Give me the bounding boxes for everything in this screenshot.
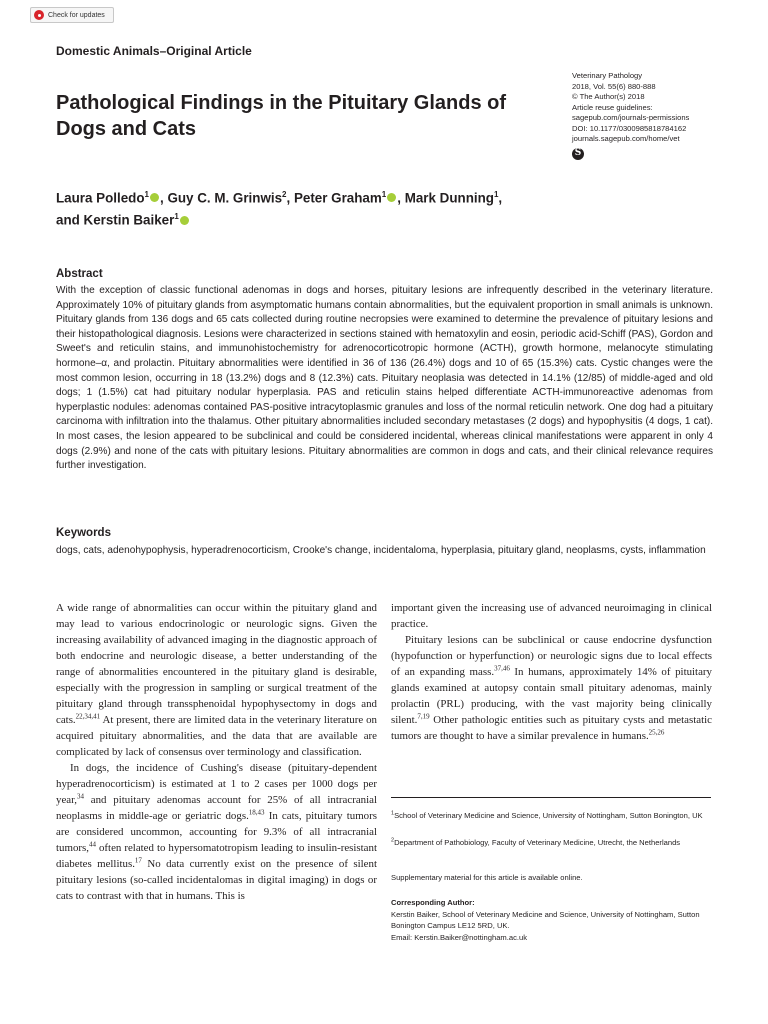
check-for-updates-badge[interactable] [30,7,114,23]
citation-ref[interactable]: 34 [77,792,85,801]
body-text: In dogs, the incidence of Cushing's disease (pituitary-dependent hyperadrenocorticism) is estimated at 1 to 2 cases per 1000 dogs per year, [56,762,377,806]
body-text: A wide range of abnormalities can occur within the pituitary gland and may lead to various endocrinologic or neurologic signs. Given the increasing availability of advanced imaging in the diagnostic approach of both endocrine and neurologic disease, a better understanding of the range of abnormalities encountered in the pituitary gland is desirable, especially with the progression in sampling or surgical treatment of the pituitary gland through transsphenoidal hypophysectomy in dogs and cats. [56,602,377,726]
citation-ref[interactable]: 25,26 [648,728,665,737]
author-list [56,185,516,230]
body-paragraph [56,600,377,760]
body-text: In humans, approximately 14% of pituitary glands examined at autopsy contain small pituitary adenomas, mainly prolactin (PRL) producing, with the vast majority being clinically silent. [391,666,712,726]
body-text: often related to hypersomatotropism leading to insulin-resistant diabetes mellitus. [56,842,377,870]
journal-info [572,71,732,160]
author-separator: , and [56,190,503,228]
author-affiliation-number: 2 [282,190,287,199]
body-column-left [56,600,377,904]
body-column-right [391,600,712,744]
body-text: Pituitary lesions can be subclinical or cause endocrine dysfunction (hypofunction or hyperfunction) or neurologic signs due to local effects of an expanding mass. [391,634,712,678]
affiliation-2-text: Department of Pathobiology, Faculty of Veterinary Medicine, Utrecht, the Netherlands [394,838,681,847]
body-paragraph [391,632,712,744]
affiliation-1-number: 1 [391,810,395,817]
doi[interactable]: DOI: 10.1177/0300985818784162 [572,123,687,133]
citation-ref[interactable]: 37,46 [494,664,510,673]
orcid-icon[interactable] [180,216,189,225]
journal-name: Veterinary Pathology [572,71,643,80]
body-text: and pituitary adenomas account for 25% of all intracranial neoplasms in middle-age or geriatric dogs. [56,794,377,822]
footnote-divider [391,797,711,798]
sage-logo-icon: S [572,148,584,160]
supplementary-note: Supplementary material for this article is available online. [391,873,583,882]
reuse-label: Article reuse guidelines: [572,102,653,112]
reuse-link[interactable]: sagepub.com/journals-permissions [572,113,690,122]
author-affiliation-number: 1 [144,190,149,199]
citation-ref[interactable]: 18,43 [248,808,265,817]
body-paragraph [391,600,712,632]
author-separator: , [160,190,168,206]
body-text: In cats, pituitary tumors are considered uncommon, accounting for 9.3% of all intracranial tumors, [56,810,377,854]
body-text: No data currently exist on the presence of silent pituitary lesions (so-called incidentalomas in digital imaging) in dogs or cats to contrast with that in humans. This is [56,858,377,902]
citation-ref[interactable]: 17 [134,856,142,865]
author-name: Guy C. M. Grinwis [167,190,283,206]
citation-ref[interactable]: 22,34,41 [75,712,101,721]
corresponding-address: Kerstin Baiker, School of Veterinary Medicine and Science, University of Nottingham, Sutton Bonington Campus LE12 5RD, UK. [391,909,700,930]
affiliation-1 [391,810,713,822]
abstract-heading: Abstract [56,268,103,280]
check-for-updates-label: Check for updates [48,11,105,19]
citation-ref[interactable]: 44 [88,840,96,849]
journal-volume: 2018, Vol. 55(6) 880-888 [572,81,656,91]
body-paragraph [56,760,377,904]
crossmark-icon [34,10,44,20]
article-type: Domestic Animals–Original Article [56,44,252,58]
author-name: Laura Polledo [56,190,145,206]
author-name: Kerstin Baiker [83,212,175,228]
orcid-icon[interactable] [387,193,396,202]
citation-ref[interactable]: 7,19 [417,712,430,721]
author-affiliation-number: 1 [493,190,499,199]
keywords-text: dogs, cats, adenohypophysis, hyperadrenocorticism, Crooke's change, incidentaloma, hyperplasia, pituitary gland, neoplasms, cysts, inflammation [56,545,706,556]
author-affiliation-number: 1 [174,212,179,222]
author-name: Peter Graham [293,190,382,206]
corresponding-label: Corresponding Author: [391,898,475,907]
orcid-icon[interactable] [150,193,159,202]
author-name: Mark Dunning [404,190,494,206]
article-title: Pathological Findings in the Pituitary Glands of Dogs and Cats [56,92,507,140]
author-separator: , [286,190,294,206]
body-text: important given the increasing use of advanced neuroimaging in clinical practice. [391,602,712,630]
affiliation-2 [391,837,713,849]
body-text: At present, there are limited data in the veterinary literature on acquired pituitary abnormalities, and the data that are available are complicated by lack of consensus over terminology and classification. [56,714,377,758]
corresponding-author [391,897,713,943]
keywords-heading: Keywords [56,527,111,539]
journal-homepage[interactable]: journals.sagepub.com/home/vet [572,134,680,143]
author-separator: , [397,190,405,206]
author-affiliation-number: 1 [381,190,387,199]
affiliation-2-number: 2 [391,837,395,844]
copyright: © The Author(s) 2018 [572,92,645,101]
abstract-text: With the exception of classic functional adenomas in dogs and horses, pituitary lesions are infrequently described in the veterinary literature. Approximately 10% of pituitary glands from asymptomatic humans contain abnormalities, but the equivalent proportion in small animals is unknown. Pituitary glands from 136 dogs and 65 cats collected during routine necropsies were examined to determine the prevalence of pituitary lesions and their histopathological diagnosis. Lesions were characterized in sections stained with hematoxylin and eosin, periodic acid-Schiff (PAS), Gordon and Sweet's and reticulin stains, and immunohistochemistry for adrenocorticotropic hormone (ACTH), growth hormone, melanocyte stimulating hormone–α, and prolactin. Pituitary abnormalities were identified in 36 of 136 (26.4%) dogs and 10 of 65 (15.3%) cats. Cystic changes were the most common lesion, occurring in 18 (13.2%) dogs and 8 (12.3%) cats. Pituitary neoplasia was detected in 14.1% (12/85) of middle-aged and old dogs; 1 (1.5%) cat had pituitary nodular hyperplasia. PAS and reticulin stains helped differentiate ACTH-immunoreactive adenomas from hyperplastic nodules: adenomas contained PAS-positive intracytoplasmic granules and loss of the normal reticulin network. One dog had a pituitary carcinoma with infiltration into the thalamus. Other pituitary abnormalities included secondary metastases (2 dogs) and hypophysitis (4 dogs, 1 cat). In most cases, the lesion appeared to be subclinical and could be considered incidental, whereas clinical manifestations were apparent in only 4 dogs (2.9%) and none of the cats with pituitary lesions. Pituitary abnormalities are common in dogs and cats, and their clinical relevance requires further investigation. [56,285,713,472]
corresponding-email[interactable]: Email: Kerstin.Baiker@nottingham.ac.uk [391,932,528,942]
body-text: Other pathologic entities such as pituitary cysts and metastatic tumors are thought to have a similar prevalence in humans. [391,714,712,742]
affiliation-1-text: School of Veterinary Medicine and Science, University of Nottingham, Sutton Bonington, UK [394,811,703,820]
